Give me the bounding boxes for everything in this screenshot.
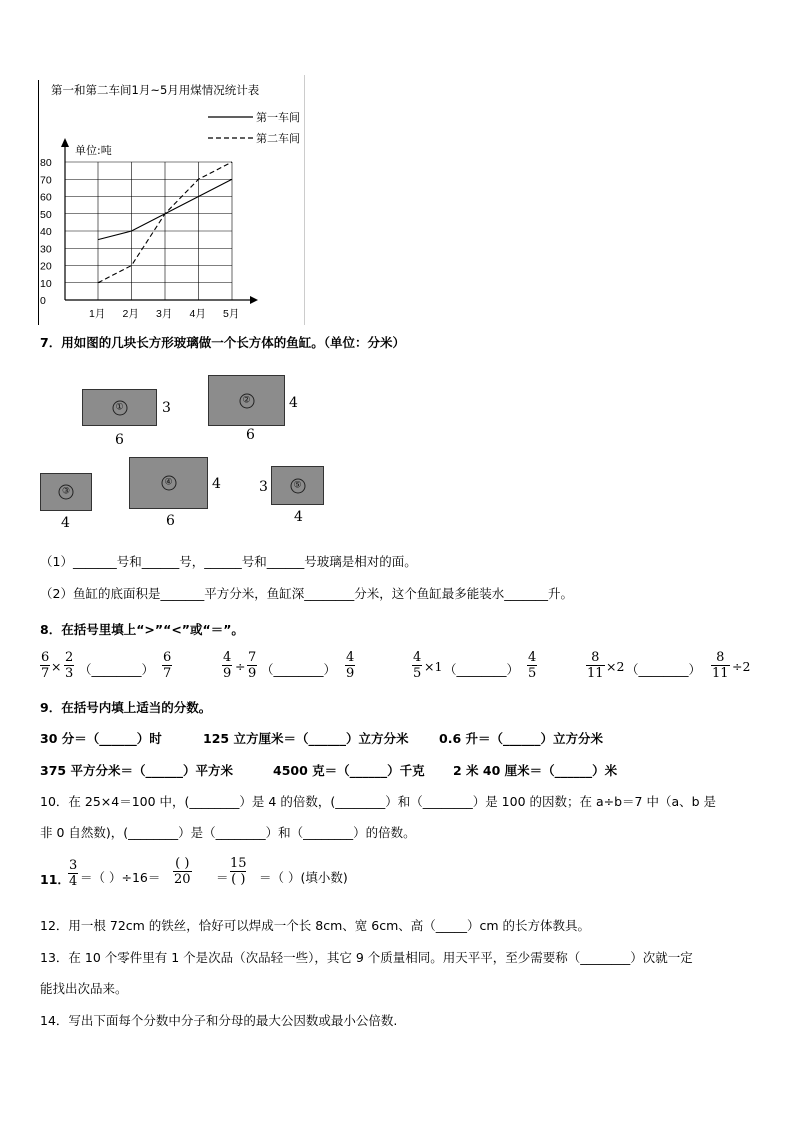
q13-line2: 能找出次品来。 — [40, 981, 128, 996]
equals: ＝ — [216, 870, 229, 885]
y-tick-label: 20 — [40, 260, 52, 273]
q9-item: 4500 克＝（______）千克 — [273, 763, 425, 778]
y-axis-arrow — [61, 138, 69, 147]
fraction: ( ) 20 — [174, 856, 191, 887]
glass-label-3: ③ — [59, 485, 74, 500]
y-tick-label: 60 — [40, 191, 52, 204]
fraction: $\frac{2}{3}$ — [65, 650, 74, 681]
answer-blank[interactable]: （________） — [626, 662, 702, 677]
x-tick-label: 2月 — [122, 308, 139, 320]
fraction: $\frac{8}{11}$ — [587, 650, 604, 681]
fraction: $\frac{4}{5}$ — [528, 650, 537, 681]
y-tick-label: 30 — [40, 243, 52, 256]
q9-item: 2 米 40 厘米＝（______）米 — [453, 763, 618, 778]
x-tick-label: 1月 — [89, 308, 106, 320]
q7-sub2: （2）鱼缸的底面积是_______平方分米，鱼缸深________分米，这个鱼缸最多能装水_______升。 — [40, 586, 573, 601]
answer-blank[interactable]: （________） — [79, 662, 155, 677]
glass-1-side: 3 — [162, 400, 171, 416]
y-tick-label: 70 — [40, 174, 52, 187]
legend-label: 第一车间 — [256, 111, 300, 124]
x-tick-label: 5月 — [223, 308, 240, 320]
q12: 12．用一根 72cm 的铁丝，恰好可以焊成一个长 8cm、宽 6cm、高（_____）cm 的长方体教具。 — [40, 918, 591, 933]
q13-line1: 13．在 10 个零件里有 1 个是次品（次品轻一些），其它 9 个质量相同。用天平平，至少需要称（________）次就一定 — [40, 950, 693, 965]
operator: × — [51, 659, 62, 674]
fraction: $\frac{6}{7}$ — [41, 650, 50, 681]
y-tick-label: 40 — [40, 226, 52, 238]
glass-5-side: 3 — [259, 479, 268, 495]
glass-label-5: ⑤ — [290, 478, 305, 493]
x-tick-label: 4月 — [189, 308, 206, 320]
y-tick-label: 0 — [40, 295, 46, 307]
glass-panel-4 — [129, 457, 208, 509]
chart-title: 第一和第二车间1月~5月用煤情况统计表 — [51, 83, 260, 97]
fraction: 15 ( ) — [230, 856, 247, 887]
q9-item: 0.6 升＝（______）立方分米 — [439, 731, 603, 746]
glass-panel-1 — [82, 389, 157, 426]
q14: 14．写出下面每个分数中分子和分母的最大公因数或最小公倍数. — [40, 1013, 398, 1028]
q8-stem: 8．在括号里填上“>”“<”或“＝”。 — [40, 622, 244, 637]
x-axis-arrow — [250, 296, 258, 304]
fraction: $\frac{3}{4}$ — [69, 858, 78, 889]
glass-panel-5 — [271, 466, 324, 505]
operator: ×1 — [424, 659, 443, 674]
line-chart — [38, 75, 308, 325]
glass-label-4: ④ — [161, 476, 176, 491]
chart-svg — [38, 75, 308, 325]
glass-label-2: ② — [239, 393, 254, 408]
q11-tail: ＝（ ）(填小数) — [259, 870, 348, 885]
fraction: $\frac{8}{11}$ — [712, 650, 729, 681]
q9-item: 375 平方分米＝（______）平方米 — [40, 763, 233, 778]
q9-item: 125 立方厘米＝（______）立方分米 — [203, 731, 409, 746]
glass-panel-2 — [208, 375, 285, 426]
glass-2-bottom: 6 — [246, 427, 255, 443]
y-tick-label: 10 — [40, 277, 52, 290]
fraction: $\frac{7}{9}$ — [248, 650, 257, 681]
operator: ÷2 — [732, 659, 751, 674]
y-tick-label: 50 — [40, 208, 52, 221]
fraction: $\frac{4}{9}$ — [223, 650, 232, 681]
x-tick-label: 3月 — [156, 308, 173, 320]
y-tick-label: 80 — [40, 157, 52, 169]
fraction: $\frac{4}{9}$ — [346, 650, 355, 681]
q7-sub1: （1）_______号和______号，______号和______号玻璃是相对的面。 — [40, 554, 417, 569]
glass-panel-3 — [40, 473, 92, 511]
q9-stem: 9．在括号内填上适当的分数。 — [40, 700, 212, 715]
glass-label-1: ① — [112, 400, 127, 415]
q10-line2: 非 0 自然数)，(________）是（________）和（________）的倍数。 — [40, 825, 416, 840]
glass-4-bottom: 6 — [166, 513, 175, 529]
answer-blank[interactable]: （________） — [261, 662, 337, 677]
operator: ÷ — [235, 659, 246, 674]
q9-item: 30 分＝（______）时 — [40, 731, 162, 746]
fraction: $\frac{6}{7}$ — [163, 650, 172, 681]
unit-label: 单位:吨 — [75, 144, 112, 157]
glass-3-bottom: 4 — [61, 515, 70, 531]
legend-label: 第二车间 — [256, 132, 300, 145]
fraction: $\frac{4}{5}$ — [413, 650, 422, 681]
glass-1-bottom: 6 — [115, 432, 124, 448]
glass-4-side: 4 — [212, 476, 221, 492]
q11-label: 11． — [40, 872, 70, 887]
answer-blank[interactable]: （________） — [444, 662, 520, 677]
glass-5-bottom: 4 — [294, 509, 303, 525]
q7-stem: 7．用如图的几块长方形玻璃做一个长方体的鱼缸。（单位：分米） — [40, 335, 405, 350]
q10-line1: 10．在 25×4＝100 中，(________）是 4 的倍数，(________）和（________）是 100 的因数；在 a÷b＝7 中（a、b 是 — [40, 794, 717, 809]
q11-expression: ＝（ ）÷16＝ — [80, 870, 161, 885]
glass-2-side: 4 — [289, 395, 298, 411]
operator: ×2 — [606, 659, 625, 674]
